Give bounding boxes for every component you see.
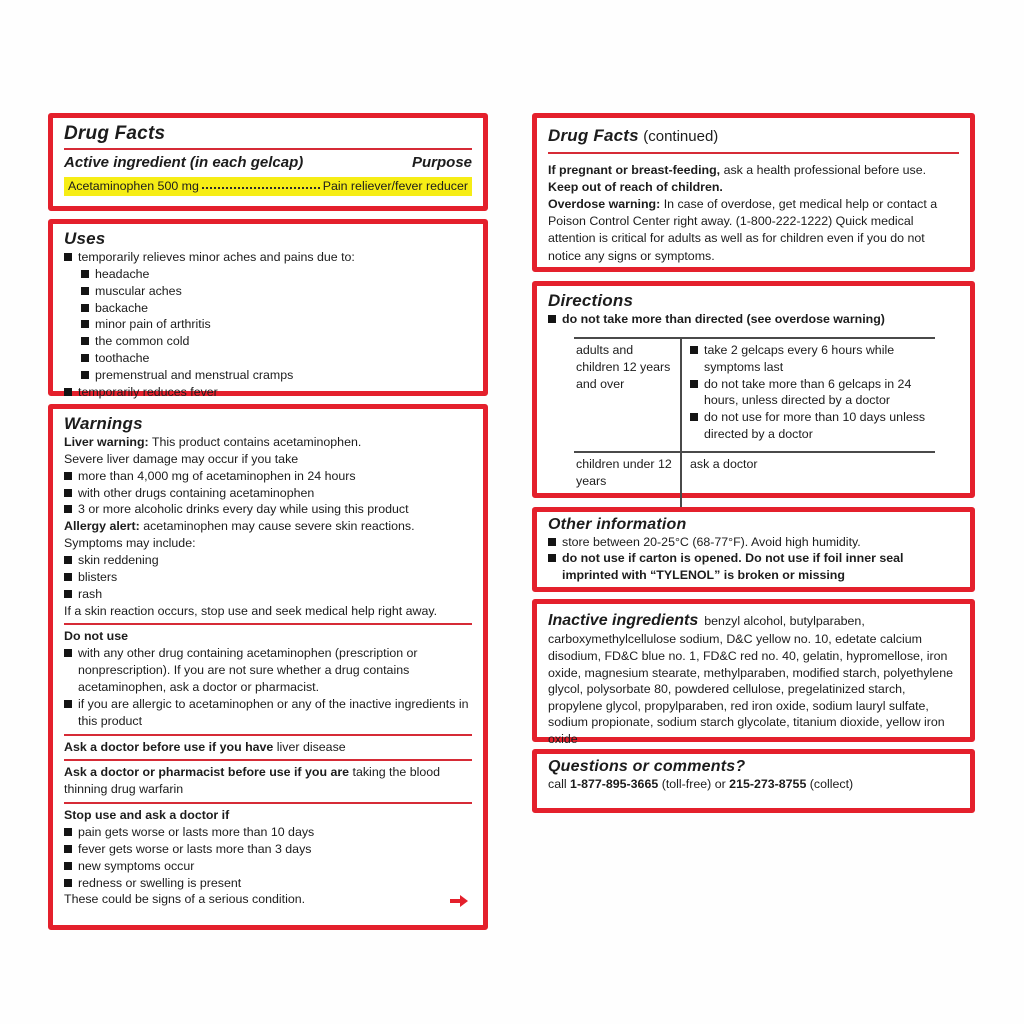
list-item: premenstrual and menstrual cramps (81, 367, 472, 384)
bullet-square-icon (64, 556, 72, 564)
dosage-group-cell: adults and children 12 years and over (576, 342, 671, 391)
list-item: blisters (64, 569, 472, 586)
ingredient-purpose: Pain reliever/fever reducer (322, 179, 468, 193)
list-item: minor pain of arthritis (81, 316, 472, 333)
section-divider (64, 623, 472, 625)
purpose-heading: Purpose (411, 154, 472, 171)
bullet-square-icon (548, 554, 556, 562)
bullet-square-icon (64, 573, 72, 581)
list-item: headache (81, 266, 472, 283)
table-row (574, 339, 935, 451)
inactive-ingredients-list: benzyl alcohol, butylparaben, carboxymethylcellulose sodium, D&C yellow no. 10, edetate calcium disodium, FD&C blue no. 1, FD&C red no. 40, gelatin, hypromellose, iron oxide, magnesium stearate, methylparaben, modified starch, polyethylene glycol, polysorbate 80, powdered cellulose, pregelatinized starch, propylene glycol, propylparaben, red iron oxide, sodium lauryl sulfate, sodium propionate, sodium starch glycolate, titanium dioxide, yellow iron oxide (548, 614, 953, 747)
uses-intro-bullet: temporarily relieves minor aches and pains due to: (64, 249, 472, 266)
dotted-leader (202, 187, 320, 189)
allergy-alert-line: Allergy alert: acetaminophen may cause severe skin reactions. (64, 519, 415, 534)
bullet-square-icon (64, 828, 72, 836)
questions-box (532, 749, 975, 813)
questions-phone-line: call 1-877-895-3665 (toll-free) or 215-273-8755 (collect) (548, 777, 854, 791)
section-divider (64, 802, 472, 804)
dosage-instructions-cell (680, 339, 935, 451)
drug-facts-header-box (48, 113, 488, 211)
drug-facts-title: Drug Facts (64, 123, 166, 144)
bullet-square-icon (64, 489, 72, 497)
bullet-square-icon (690, 380, 698, 388)
inactive-ingredients-box (532, 599, 975, 747)
list-item: redness or swelling is present (64, 875, 472, 892)
bullet-square-icon (64, 879, 72, 887)
do-not-use-label: Do not use (64, 629, 129, 644)
list-item: toothache (81, 350, 472, 367)
inactive-ingredients-title: Inactive ingredients (548, 612, 699, 629)
dosage-group-cell: children under 12 years (576, 457, 672, 488)
skin-reaction-line: If a skin reaction occurs, stop use and seek medical help right away. (64, 603, 438, 618)
bullet-square-icon (81, 371, 89, 379)
uses-title: Uses (64, 229, 106, 248)
directions-box (532, 281, 975, 498)
bullet-square-icon (81, 304, 89, 312)
pregnant-line: If pregnant or breast-feeding, ask a health professional before use. (548, 163, 927, 177)
bullet-square-icon (64, 700, 72, 708)
table-row (574, 451, 935, 511)
list-item: new symptoms occur (64, 858, 472, 875)
list-item: take 2 gelcaps every 6 hours while symptoms last (690, 342, 933, 376)
stop-use-label: Stop use and ask a doctor if (64, 808, 230, 823)
list-item: fever gets worse or lasts more than 3 days (64, 841, 472, 858)
list-item: pain gets worse or lasts more than 10 days (64, 824, 472, 841)
bullet-square-icon (690, 413, 698, 421)
list-item: if you are allergic to acetaminophen or any of the inactive ingredients in this product (64, 696, 472, 730)
bullet-square-icon (548, 315, 556, 323)
continued-arrow-icon (449, 894, 469, 913)
bullet-square-icon (64, 649, 72, 657)
list-item: muscular aches (81, 283, 472, 300)
uses-box (48, 219, 488, 399)
bullet-square-icon (64, 388, 72, 396)
liver-warning-bullets (64, 468, 472, 519)
list-item: with any other drug containing acetaminophen (prescription or nonprescription). If you are not sure whether a drug contains acetaminophen, ask a doctor or pharmacist. (64, 645, 472, 696)
liver-warning-line2: Severe liver damage may occur if you take (64, 451, 299, 466)
title-divider (548, 152, 959, 154)
active-ingredient-row (64, 177, 472, 196)
bullet-square-icon (81, 287, 89, 295)
bullet-square-icon (64, 253, 72, 261)
uses-last-bullet: temporarily reduces fever (64, 384, 472, 401)
drug-facts-continued-title: Drug Facts (548, 126, 639, 145)
ask-pharmacist-line: Ask a doctor or pharmacist before use if you are taking the blood thinning drug warfarin (64, 765, 441, 797)
bullet-square-icon (81, 337, 89, 345)
continued-suffix: (continued) (643, 128, 719, 145)
active-ingredient-heading: Active ingredient (in each gelcap) (64, 154, 304, 171)
uses-sub-bullets (81, 266, 472, 384)
list-item: rash (64, 586, 472, 603)
bullet-square-icon (81, 320, 89, 328)
list-item: backache (81, 300, 472, 317)
stop-use-footer: These could be signs of a serious condition. (64, 892, 306, 907)
other-information-title: Other information (548, 516, 687, 533)
bullet-square-icon (64, 590, 72, 598)
phone-toll-free: 1-877-895-3665 (570, 777, 659, 791)
title-divider (64, 148, 472, 150)
list-item: do not take more than 6 gelcaps in 24 hours, unless directed by a doctor (690, 376, 933, 410)
ingredient-name: Acetaminophen 500 mg (68, 179, 199, 193)
do-not-use-bullets (64, 645, 472, 729)
symptoms-line: Symptoms may include: (64, 536, 196, 551)
warnings-box (48, 404, 488, 930)
section-divider (64, 759, 472, 761)
questions-title: Questions or comments? (548, 758, 746, 775)
list-item: the common cold (81, 333, 472, 350)
directions-table (574, 337, 935, 511)
list-item: skin reddening (64, 552, 472, 569)
bullet-square-icon (64, 862, 72, 870)
section-divider (64, 734, 472, 736)
bullet-square-icon (548, 538, 556, 546)
bullet-square-icon (81, 270, 89, 278)
symptom-bullets (64, 552, 472, 603)
stop-use-bullets (64, 824, 472, 891)
list-item: more than 4,000 mg of acetaminophen in 24 hours (64, 468, 472, 485)
other-information-box (532, 507, 975, 592)
overdose-warning-line: Overdose warning: In case of overdose, get medical help or contact a Poison Control Center right away. (1-800-222-1222) Quick medical attention is critical for adults as well as for children even if you do not notice any signs or symptoms. (548, 197, 938, 263)
directions-main-bullet: do not take more than directed (see overdose warning) (548, 311, 959, 328)
seal-bullet: do not use if carton is opened. Do not use if foil inner seal imprinted with “TYLENOL” is broken or missing (548, 550, 959, 583)
storage-bullet: store between 20-25°C (68-77°F). Avoid high humidity. (548, 534, 959, 550)
warnings-title: Warnings (64, 414, 143, 433)
bullet-square-icon (64, 505, 72, 513)
bullet-square-icon (690, 346, 698, 354)
list-item: 3 or more alcoholic drinks every day while using this product (64, 501, 472, 518)
bullet-square-icon (64, 845, 72, 853)
list-item: do not use for more than 10 days unless directed by a doctor (690, 409, 933, 443)
phone-collect: 215-273-8755 (729, 777, 807, 791)
active-ingredient-heading-row (64, 154, 472, 171)
inactive-ingredients-paragraph (548, 610, 959, 748)
drug-facts-continued-box (532, 113, 975, 272)
bullet-square-icon (81, 354, 89, 362)
dosage-instructions-cell: ask a doctor (680, 453, 935, 511)
keep-out-line: Keep out of reach of children. (548, 180, 723, 195)
list-item: with other drugs containing acetaminophen (64, 485, 472, 502)
ask-doctor-line: Ask a doctor before use if you have liver disease (64, 739, 346, 754)
drug-facts-continued-title-row (548, 126, 959, 146)
liver-warning-line: Liver warning: This product contains acetaminophen. (64, 435, 362, 449)
bullet-square-icon (64, 472, 72, 480)
directions-title: Directions (548, 291, 634, 310)
